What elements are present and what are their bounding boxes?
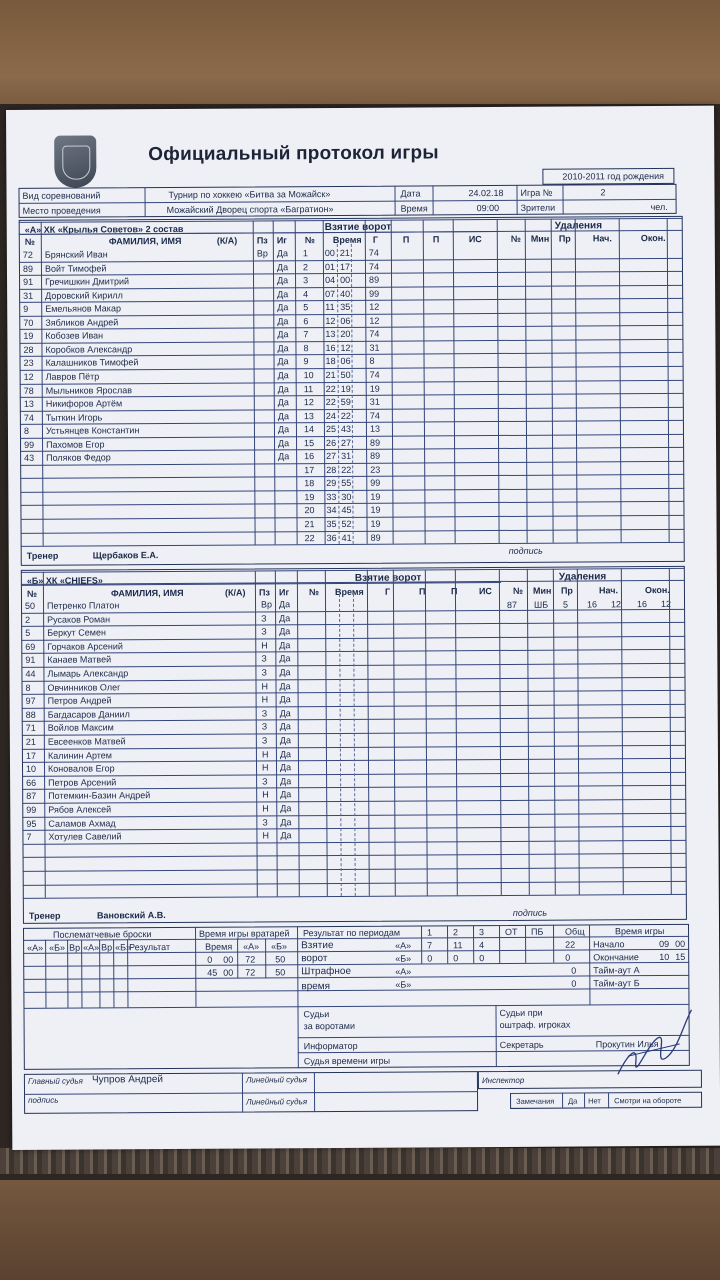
goal-number: 22 — [304, 532, 315, 543]
player-name: Устьянцев Константин — [45, 425, 140, 436]
goal-scorer: 23 — [370, 464, 381, 475]
goal-minute: 01 — [324, 261, 336, 272]
secretary-signature — [607, 1004, 697, 1085]
player-played: Да — [279, 680, 291, 691]
player-played: Да — [277, 410, 290, 421]
player-played: Да — [280, 789, 292, 800]
player-name: Рябов Алексей — [48, 804, 112, 815]
goal-second: 22 — [341, 464, 352, 475]
player-position: З — [261, 721, 268, 732]
goals-b-period: 0 — [427, 953, 433, 964]
player-played: Да — [279, 721, 291, 732]
player-number: 69 — [25, 641, 36, 652]
secretary-name: Прокутин Илья — [595, 1039, 659, 1050]
goal-number: 19 — [304, 492, 315, 503]
goal-number: 18 — [304, 478, 315, 489]
goal-number: 20 — [304, 505, 315, 516]
shootout-column-header: «Б» — [115, 942, 132, 953]
player-position: З — [261, 613, 267, 624]
goalie-time-cell: 72 — [245, 954, 256, 965]
goal-scorer: 13 — [369, 423, 381, 434]
goal-minute: 21 — [325, 369, 336, 380]
goal-number: 21 — [304, 519, 315, 530]
player-name: Брянский Иван — [44, 249, 108, 260]
player-name: Петров Арсений — [48, 777, 117, 788]
goal-scorer: 89 — [370, 437, 381, 448]
player-played: Да — [279, 667, 291, 678]
goals-a-period: 22 — [565, 939, 576, 950]
goalie-time-cell: 00 — [223, 954, 234, 965]
goal-second: 27 — [341, 437, 352, 448]
goal-number: 2 — [302, 261, 309, 272]
goal-minute: 22 — [325, 397, 336, 408]
end-min: 15 — [675, 951, 686, 962]
goal-minute: 18 — [325, 356, 336, 367]
player-position: З — [261, 667, 267, 678]
goal-minute: 33 — [326, 491, 337, 502]
player-position: Н — [261, 640, 268, 651]
penalty-reason: 5 — [563, 599, 569, 610]
player-position: З — [261, 653, 267, 664]
player-played: Да — [277, 424, 290, 435]
goal-second: 40 — [340, 288, 351, 299]
end-hour: 10 — [659, 951, 670, 963]
goal-number: 10 — [303, 370, 314, 381]
goal-number: 11 — [303, 383, 314, 394]
goal-minute: 27 — [326, 451, 337, 462]
player-number: 2 — [25, 614, 31, 625]
goal-minute: 11 — [325, 302, 335, 313]
game-date: 24.02.18 — [468, 187, 504, 199]
goal-scorer: 12 — [369, 315, 380, 326]
player-number: 91 — [23, 276, 34, 287]
goal-minute: 35 — [326, 518, 337, 530]
goal-minute: 00 — [324, 247, 335, 259]
player-name: Калашников Тимофей — [45, 357, 139, 369]
player-number: 10 — [25, 764, 37, 775]
player-name: Потемкин-Базин Андрей — [48, 790, 151, 802]
goal-scorer: 89 — [370, 532, 381, 543]
team-b-name: «Б» ХК «CHIEFS» — [26, 575, 103, 586]
head-referee-name: Чупров Андрей — [91, 1074, 163, 1086]
player-position: Н — [261, 749, 269, 760]
player-name: Саламов Ахмад — [48, 817, 116, 829]
player-position: Вр — [260, 599, 273, 610]
player-played: Да — [277, 288, 289, 299]
pen-time-b: 0 — [571, 978, 577, 989]
goal-second: 20 — [340, 329, 351, 340]
player-played: Да — [280, 776, 292, 787]
goal-minute: 04 — [325, 275, 336, 286]
goal-scorer: 89 — [370, 450, 381, 462]
player-name: Петренко Платон — [46, 600, 120, 611]
goal-second: 00 — [340, 274, 351, 286]
goal-scorer: 19 — [370, 518, 381, 529]
goal-second: 30 — [341, 491, 352, 502]
goal-second: 52 — [341, 518, 352, 529]
player-position: Н — [262, 803, 269, 814]
player-number: 5 — [25, 628, 31, 639]
player-name: Хотулев Савелий — [48, 831, 122, 842]
goal-second: 06 — [340, 356, 351, 367]
player-played: Да — [277, 383, 289, 394]
player-position: Н — [261, 694, 269, 705]
player-number: 72 — [22, 249, 33, 260]
goal-scorer: 74 — [369, 369, 380, 380]
player-name: Коробков Александр — [45, 344, 133, 355]
birth-years: 2010-2011 год рождения — [562, 170, 665, 182]
goal-second: 41 — [341, 532, 352, 543]
goal-second: 17 — [339, 261, 351, 272]
player-number: 87 — [26, 791, 37, 802]
shootout-column-header: Вр — [69, 942, 81, 953]
goal-number: 9 — [303, 356, 309, 367]
goal-scorer: 99 — [370, 478, 381, 489]
player-played: Да — [277, 397, 289, 408]
player-number: 28 — [23, 344, 34, 355]
player-position: Н — [262, 789, 269, 800]
player-position: З — [261, 626, 267, 637]
player-name: Гречишкин Дмитрий — [45, 276, 130, 287]
player-played: Да — [277, 370, 289, 381]
goal-scorer: 19 — [369, 383, 380, 394]
game-time: 09:00 — [476, 202, 500, 214]
player-played: Да — [279, 708, 291, 719]
shootout-column-header: «Б» — [49, 942, 66, 953]
player-name: Зябликов Андрей — [45, 317, 119, 328]
player-played: Да — [280, 803, 292, 814]
player-name: Лымарь Александр — [47, 668, 129, 679]
game-number: 2 — [600, 187, 606, 198]
period-header: 2 — [453, 927, 459, 938]
goal-number: 6 — [303, 315, 309, 326]
goal-minute: 22 — [325, 383, 336, 394]
goal-second: 22 — [340, 410, 351, 421]
folder-edge — [0, 1148, 720, 1174]
player-name: Тыткин Игорь — [45, 412, 103, 423]
player-played: Да — [279, 762, 292, 773]
player-played: Да — [277, 275, 289, 286]
player-number: 99 — [26, 804, 37, 815]
goal-minute: 29 — [326, 478, 337, 489]
goal-minute: 28 — [326, 464, 337, 475]
player-number: 17 — [25, 750, 36, 761]
player-number: 70 — [23, 317, 34, 328]
player-position: Вр — [256, 248, 268, 259]
player-number: 19 — [23, 331, 34, 342]
goal-number: 16 — [304, 451, 315, 462]
pen-time-a: 0 — [571, 965, 577, 976]
shootout-column-header: «А» — [27, 942, 44, 953]
player-name: Багдасаров Даниил — [47, 709, 130, 720]
team-a-coach: Щербаков Е.А. — [92, 550, 159, 561]
protocol-sheet: Официальный протокол игры 2010-2011 год рождения Вид соревнований Место проведения Турнир по хоккею «Битва за Можайск» Можайский Дворец спорта «Багратион» Дата Время 24.02.18 09:00 Игра № 2 Зрители чел. «А» ХК «Крылья Советов» 2 состав № ФАМИЛИЯ, ИМЯ (К/А) Пз Иг Взятие ворот № Время Г П П ИС Удаления № Мин Пр Нач. Окон. 72 Брянский Иван Вр Да 89 Войт Тимофей Да 91 Гречишкин Дмитрий Да 31 Доровский Кирилл Да 9 Емельянов Макар Да 70 Зябликов Андрей Да 19 Кобозев Иван Да 28 Коробков Александр Да 23 Калашников Тимофей Да 12 Лавров Пётр Да 78 Мыльников Ярослав Да 13 Никифоров Артём Да 74 Тыткин Игорь Да 8 Устьянцев Константин Да 99 Пахомов Егор Да 43 Поляков Федор Да 1 00 21 74 2 01 17 74 3 04 00 89 4 07 40 99 5 11 35 12 6 12 06 12 7 13 20 74 8 16 12 31 9 18 06 8 10 21 50 74 11 22 19 19 12 22 59 31 13 24 22 74 14 25 43 13 15 26 27 89 16 27 31 89 17 28 22 23 18 29 55 99 19 33 30 19 20 34 45 19 21 35 52 19 22 36 41 89 Тренер Щербаков Е.А. подпись «Б» ХК «CHIEFS» № ФАМИЛИЯ, ИМЯ (К/А) Пз Иг Взятие ворот № Время Г П П ИС Удаления № Мин Пр Нач. Окон. 50 Петренко Платон Вр Да 2 Русаков Роман З Да 5 Беркут Семен З Да 69 Горчаков Арсений Н Да 91 Канаев Матвей З Да 44 Лымарь Александр З Да 8 Овчинников Олег Н Да 97 Петров Андрей Н Да 88 Багдасаров Даниил З Да 71 Войлов Максим З Да 21 Евсеенков Матвей З Да 17 Калинин Артем Н Да 10 Коновалов Егор Н Да 66 Петров Арсений З Да 87 Потемкин-Базин Андрей Н Да 99 Рябов Алексей Н Да 95 Саламов Ахмад З Да 7 Хотулев Савелий Н Да 87 ШБ 5 16 12 16 12 Тренер Вановский А.В. подпись Послематчевые броски Время игры вратарей Результат по периодам «А» «Б» Вр «А» Вр «Б» Результат Время «А» «Б» 0 00 72 50 45 00 72 50 1 2 3 ОТ ПБ Общ 7 11 4 22 0 0 0 0 Взятие ворот Штрафное время «А» «Б» «А» «Б» 0 0 Время игры Начало 09 00 Окончание 10 15 Тайм-аут А Тайм-аут Б Судьи за воротами Судьи при оштраф. игроках Информатор Секретарь Прокутин Илья Судья времени игры Главный судья Чупров Андрей подпись Линейный судья Линейный судья Инспектор Замечания Да Нет Смотри на обороте — [6, 106, 720, 1150]
goalie-column-header: «А» — [243, 941, 260, 952]
goal-scorer: 74 — [369, 410, 380, 421]
goal-number: 4 — [303, 288, 309, 299]
goalie-column-header: «Б» — [271, 941, 288, 952]
player-number: 12 — [23, 371, 34, 382]
goal-number: 1 — [302, 248, 308, 259]
player-number: 8 — [25, 682, 31, 693]
goal-minute: 13 — [325, 329, 336, 340]
player-number: 9 — [23, 304, 29, 315]
player-name: Емельянов Макар — [45, 303, 121, 314]
player-position: З — [261, 735, 268, 746]
goal-number: 5 — [303, 302, 309, 313]
goal-number: 13 — [303, 410, 314, 421]
goal-scorer: 31 — [369, 396, 380, 407]
page-title: Официальный протокол игры — [148, 142, 439, 166]
player-number: 23 — [23, 358, 34, 369]
player-name: Никифоров Артём — [45, 398, 123, 409]
player-played: Да — [280, 816, 292, 827]
player-number: 97 — [25, 696, 36, 707]
player-name: Войлов Максим — [47, 722, 114, 734]
player-name: Мыльников Ярослав — [45, 384, 133, 396]
goal-scorer: 19 — [370, 491, 381, 502]
player-number: 44 — [25, 668, 36, 679]
period-header: 1 — [427, 927, 433, 938]
goal-scorer: 74 — [369, 329, 380, 340]
goals-b-period: 0 — [453, 953, 459, 964]
player-number: 43 — [24, 453, 35, 464]
goals-a-period: 11 — [453, 940, 463, 951]
player-played: Да — [276, 261, 289, 272]
shootout-column-header: «А» — [83, 942, 100, 953]
player-number: 66 — [26, 777, 37, 788]
venue-name: Можайский Дворец спорта «Багратион» — [166, 204, 334, 216]
player-name: Кобозев Иван — [45, 330, 104, 342]
player-played: Да — [277, 356, 289, 367]
penalty-minutes: ШБ — [534, 599, 549, 610]
goal-minute: 16 — [325, 342, 336, 353]
player-number: 95 — [26, 818, 37, 829]
player-played: Да — [279, 612, 291, 623]
goal-second: 43 — [340, 424, 352, 435]
player-played: Да — [280, 830, 292, 841]
player-position: З — [261, 708, 268, 719]
goal-number: 8 — [303, 343, 309, 354]
goals-a-period: 7 — [427, 940, 433, 951]
goal-scorer: 74 — [368, 261, 380, 272]
goalie-time-cell: 72 — [245, 967, 256, 978]
player-played: Да — [279, 694, 291, 705]
player-played: Да — [276, 248, 289, 259]
player-name: Войт Тимофей — [44, 262, 107, 274]
goal-number: 12 — [303, 397, 314, 408]
period-header: Общ — [564, 926, 585, 937]
goalie-column-header: Время — [205, 941, 233, 952]
player-played: Да — [279, 748, 292, 759]
goal-scorer: 31 — [369, 342, 380, 353]
player-played: Да — [278, 599, 291, 610]
player-number: 74 — [23, 412, 34, 423]
team-a-name: «А» ХК «Крылья Советов» 2 состав — [24, 223, 184, 235]
goal-second: 06 — [340, 315, 351, 326]
player-name: Калинин Артем — [47, 749, 113, 761]
player-position: Н — [261, 762, 269, 773]
goal-number: 15 — [304, 437, 315, 448]
goalie-time-cell: 50 — [275, 954, 286, 965]
start-min: 00 — [675, 938, 686, 949]
player-number: 78 — [23, 385, 34, 396]
goal-minute: 26 — [326, 437, 337, 448]
player-name: Петров Андрей — [47, 695, 112, 706]
club-logo-icon — [54, 135, 96, 187]
shootout-column-header: Результат — [129, 942, 171, 953]
goal-minute: 12 — [325, 315, 336, 326]
goalie-time-cell: 50 — [275, 967, 286, 978]
goals-b-period: 0 — [479, 953, 485, 964]
player-played: Да — [277, 329, 289, 340]
player-name: Беркут Семен — [47, 627, 106, 638]
goal-second: 19 — [340, 383, 351, 394]
player-played: Да — [279, 640, 291, 651]
goal-scorer: 8 — [369, 356, 375, 367]
goal-scorer: 89 — [369, 274, 380, 285]
goal-second: 35 — [340, 302, 351, 313]
shootout-column-header: Вр — [101, 942, 113, 953]
player-number: 31 — [23, 290, 34, 301]
goal-minute: 34 — [326, 505, 337, 516]
player-name: Евсеенков Матвей — [47, 736, 126, 747]
goal-second: 21 — [339, 247, 350, 258]
player-number: 50 — [24, 600, 36, 611]
goal-scorer: 12 — [369, 301, 380, 312]
goal-second: 59 — [340, 396, 351, 408]
player-played: Да — [277, 302, 289, 313]
goal-number: 17 — [304, 464, 315, 475]
player-number: 91 — [25, 655, 36, 666]
goal-second: 55 — [341, 478, 352, 489]
goalie-time-cell: 0 — [207, 954, 213, 965]
goal-number: 7 — [303, 329, 309, 340]
goal-minute: 36 — [326, 532, 337, 543]
goal-scorer: 19 — [370, 505, 381, 516]
player-name: Лавров Пётр — [45, 371, 100, 382]
penalty-player-no: 87 — [507, 599, 518, 610]
player-number: 99 — [24, 439, 35, 450]
player-name: Горчаков Арсений — [47, 641, 123, 652]
period-header: ПБ — [530, 926, 544, 937]
player-name: Овчинников Олег — [47, 681, 121, 693]
goal-minute: 07 — [325, 288, 336, 299]
player-played: Да — [278, 437, 290, 449]
player-number: 89 — [22, 263, 34, 274]
player-number: 13 — [23, 398, 34, 409]
player-number: 71 — [25, 723, 36, 734]
period-header: 3 — [479, 927, 485, 938]
goal-second: 31 — [341, 451, 352, 462]
start-hour: 09 — [659, 938, 670, 950]
goal-number: 14 — [303, 424, 315, 435]
team-b-coach: Вановский А.В. — [96, 910, 166, 921]
player-name: Пахомов Егор — [46, 439, 105, 450]
goal-second: 45 — [341, 505, 352, 516]
goalie-time-cell: 45 — [207, 967, 218, 978]
player-name: Русаков Роман — [47, 613, 111, 625]
player-number: 8 — [23, 426, 30, 437]
goals-b-period: 0 — [565, 952, 571, 963]
goal-second: 50 — [340, 369, 351, 380]
goal-scorer: 99 — [369, 288, 380, 299]
goal-minute: 24 — [325, 410, 336, 421]
player-played: Да — [279, 653, 291, 664]
goal-number: 3 — [303, 275, 309, 286]
player-played: Да — [277, 343, 289, 354]
competition-name: Турнир по хоккею «Битва за Можайск» — [168, 189, 331, 201]
player-played: Да — [277, 316, 289, 327]
player-number: 7 — [26, 832, 32, 843]
player-position: З — [262, 776, 268, 787]
period-header: ОТ — [504, 926, 518, 937]
player-name: Канаев Матвей — [47, 654, 112, 666]
goal-minute: 25 — [325, 424, 337, 435]
player-position: З — [262, 817, 268, 828]
player-position: Н — [262, 830, 269, 841]
player-played: Да — [279, 735, 291, 746]
player-played: Да — [279, 626, 291, 637]
player-name: Коновалов Егор — [47, 763, 115, 774]
goalie-time-cell: 00 — [223, 967, 234, 978]
player-name: Поляков Федор — [46, 452, 111, 464]
player-played: Да — [278, 451, 290, 462]
player-position: Н — [261, 681, 269, 692]
goal-scorer: 74 — [368, 247, 379, 258]
player-name: Доровский Кирилл — [45, 289, 123, 301]
player-number: 88 — [25, 709, 36, 720]
player-number: 21 — [25, 736, 36, 747]
goals-a-period: 4 — [479, 940, 485, 951]
goal-second: 12 — [340, 342, 351, 353]
